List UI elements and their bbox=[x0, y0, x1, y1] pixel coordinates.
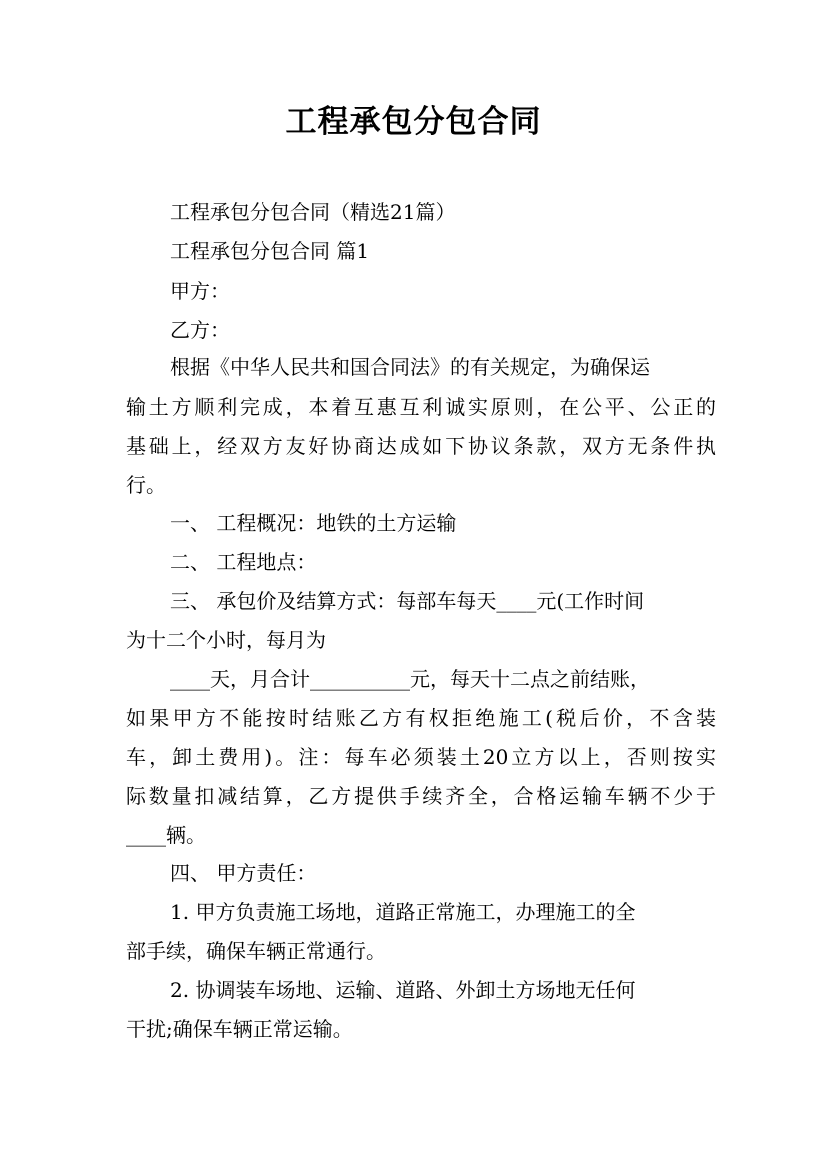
subtitle-line: 工程承包分包合同（精选21篇） bbox=[170, 200, 456, 224]
clause-line: ____天，月合计__________元，每天十二点之前结账， bbox=[170, 667, 650, 691]
clause-line: 一、 工程概况：地铁的土方运输 bbox=[170, 511, 457, 535]
document-title: 工程承包分包合同 bbox=[285, 104, 542, 140]
clause-line: 车，卸土费用)。注：每车必须装土20立方以上，否则按实 bbox=[126, 745, 716, 769]
clause-line: 2. 协调装车场地、运输、道路、外卸土方场地无任何 bbox=[170, 978, 636, 1002]
clause-line: 干扰;确保车辆正常运输。 bbox=[126, 1017, 353, 1041]
paragraph-line: 输土方顺利完成，本着互惠互利诚实原则，在公平、公正的 bbox=[126, 395, 716, 419]
party-a-label: 甲方： bbox=[170, 279, 230, 303]
clause-line: 二、 工程地点： bbox=[170, 550, 317, 574]
clause-line: 际数量扣减结算，乙方提供手续齐全，合格运输车辆不少于 bbox=[126, 784, 716, 808]
clause-line: ____辆。 bbox=[126, 823, 206, 847]
clause-line: 1. 甲方负责施工场地，道路正常施工，办理施工的全 bbox=[170, 900, 636, 924]
clause-line: 三、 承包价及结算方式：每部车每天____元(工作时间 bbox=[170, 589, 645, 613]
section-heading: 工程承包分包合同 篇1 bbox=[170, 239, 370, 263]
clause-line: 四、 甲方责任： bbox=[170, 861, 317, 885]
clause-line: 为十二个小时，每月为 bbox=[126, 628, 326, 652]
paragraph-line: 行。 bbox=[126, 473, 166, 497]
clause-line: 如果甲方不能按时结账乙方有权拒绝施工(税后价，不含装 bbox=[126, 706, 716, 730]
paragraph-line: 根据《中华人民共和国合同法》的有关规定，为确保运 bbox=[170, 355, 650, 379]
paragraph-line: 基础上，经双方友好协商达成如下协议条款，双方无条件执 bbox=[126, 434, 716, 458]
party-b-label: 乙方： bbox=[170, 318, 230, 342]
clause-line: 部手续，确保车辆正常通行。 bbox=[126, 939, 386, 963]
